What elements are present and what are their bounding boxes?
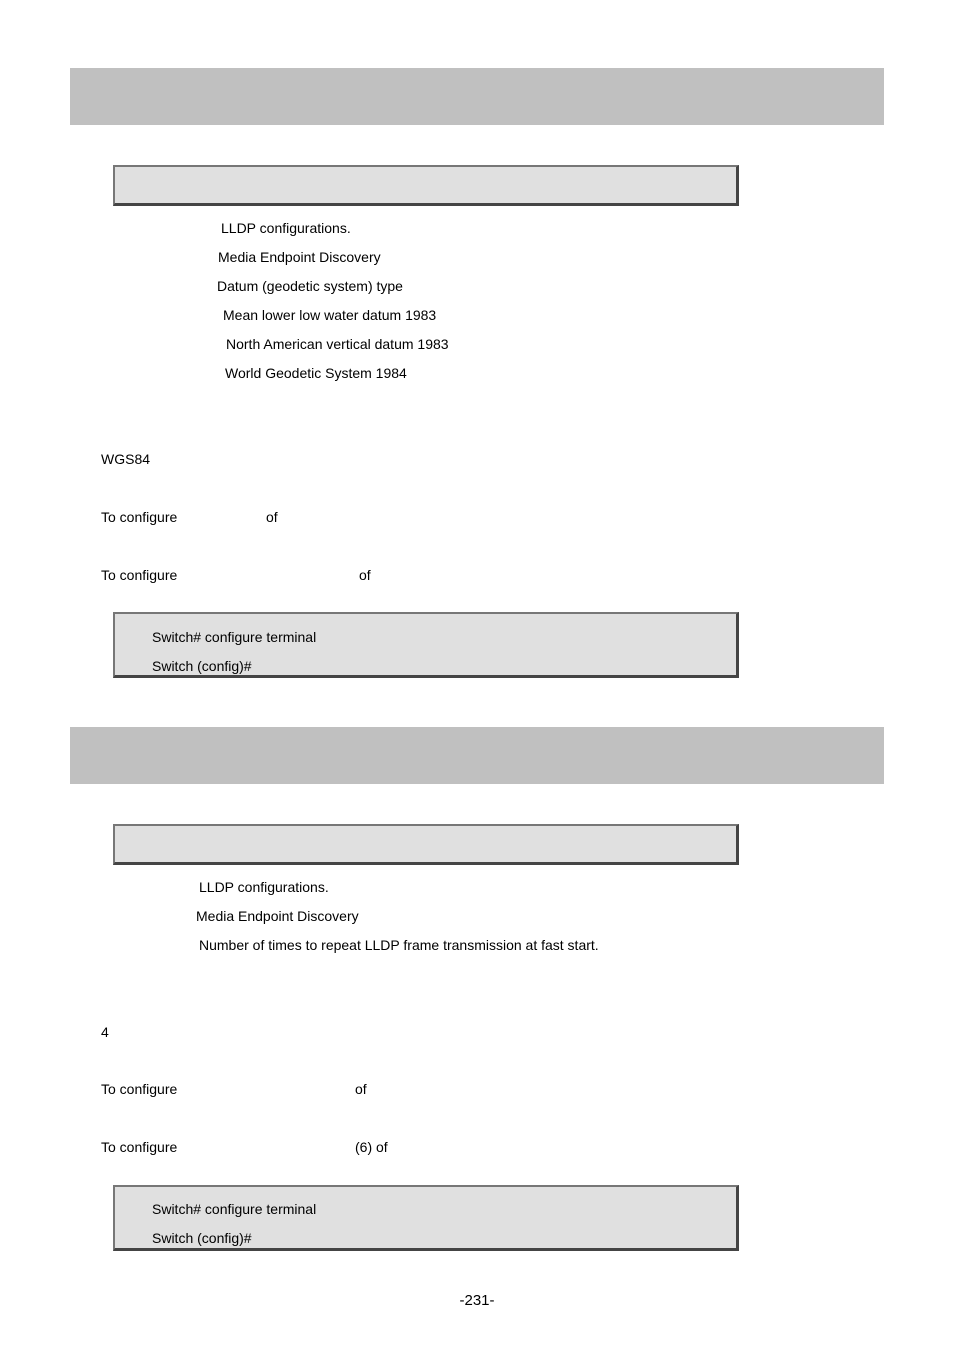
usage-text: of (266, 509, 278, 525)
example-code-line: Switch# configure terminal (152, 629, 317, 645)
page-number: -231- (459, 1292, 495, 1309)
example-code-line: Switch (config)# (152, 658, 252, 674)
param-desc: Number of times to repeat LLDP frame transmission at fast start. (199, 937, 599, 953)
param-desc: Datum (geodetic system) type (217, 278, 403, 294)
example-intro: of (359, 567, 371, 583)
example-intro: To configure (101, 1139, 178, 1155)
example-code-line: Switch (config)# (152, 1230, 252, 1246)
param-desc: LLDP configurations. (221, 220, 351, 236)
example-code-line: Switch# configure terminal (152, 1201, 317, 1217)
default-value: WGS84 (101, 451, 151, 467)
section-2-header-bar (70, 727, 884, 784)
section-1-syntax-box (113, 165, 739, 206)
usage-text: To configure (101, 1081, 178, 1097)
example-intro: (6) of (355, 1139, 388, 1155)
usage-text: To configure (101, 509, 178, 525)
default-value: 4 (101, 1024, 109, 1040)
param-desc: Media Endpoint Discovery (218, 249, 381, 265)
section-1-header-bar (70, 68, 884, 125)
param-desc: Mean lower low water datum 1983 (223, 307, 437, 323)
param-desc: North American vertical datum 1983 (226, 336, 449, 352)
example-intro: To configure (101, 567, 178, 583)
param-desc: Media Endpoint Discovery (196, 908, 359, 924)
usage-text: of (355, 1081, 367, 1097)
param-desc: LLDP configurations. (199, 879, 329, 895)
section-2-syntax-box (113, 824, 739, 865)
param-desc: World Geodetic System 1984 (225, 365, 407, 381)
